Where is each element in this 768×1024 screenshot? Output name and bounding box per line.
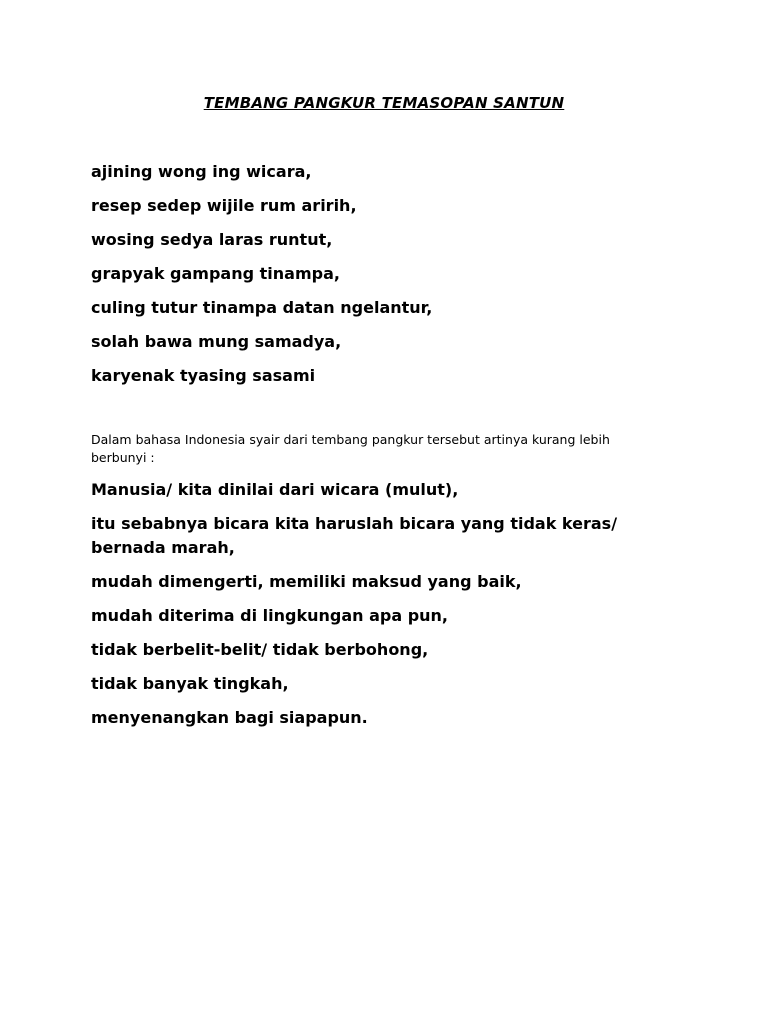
poem-stanza (91, 160, 711, 398)
translation-line: mudah dimengerti, memiliki maksud yang baik, (91, 572, 522, 591)
poem-line: ajining wong ing wicara, (91, 162, 312, 181)
poem-line: culing tutur tinampa datan ngelantur, (91, 298, 433, 317)
poem-line: wosing sedya laras runtut, (91, 230, 333, 249)
poem-line: karyenak tyasing sasami (91, 366, 316, 385)
translation-line: tidak banyak tingkah, (91, 674, 289, 693)
translation-line: mudah diterima di lingkungan apa pun, (91, 606, 449, 625)
poem-line: resep sedep wijile rum aririh, (91, 196, 357, 215)
translation-line: menyenangkan bagi siapapun. (91, 708, 368, 727)
translation-stanza (91, 478, 691, 740)
page-title: TEMBANG PANGKUR TEMASOPAN SANTUN (203, 94, 565, 112)
poem-line: solah bawa mung samadya, (91, 332, 342, 351)
intro-paragraph: Dalam bahasa Indonesia syair dari tembang pangkur tersebut artinya kurang lebih berbunyi : (91, 432, 610, 465)
poem-line: grapyak gampang tinampa, (91, 264, 340, 283)
translation-line: tidak berbelit-belit/ tidak berbohong, (91, 640, 429, 659)
translation-line: Manusia/ kita dinilai dari wicara (mulut), (91, 480, 459, 499)
translation-line: itu sebabnya bicara kita haruslah bicara yang tidak keras/ bernada marah, (91, 514, 618, 557)
